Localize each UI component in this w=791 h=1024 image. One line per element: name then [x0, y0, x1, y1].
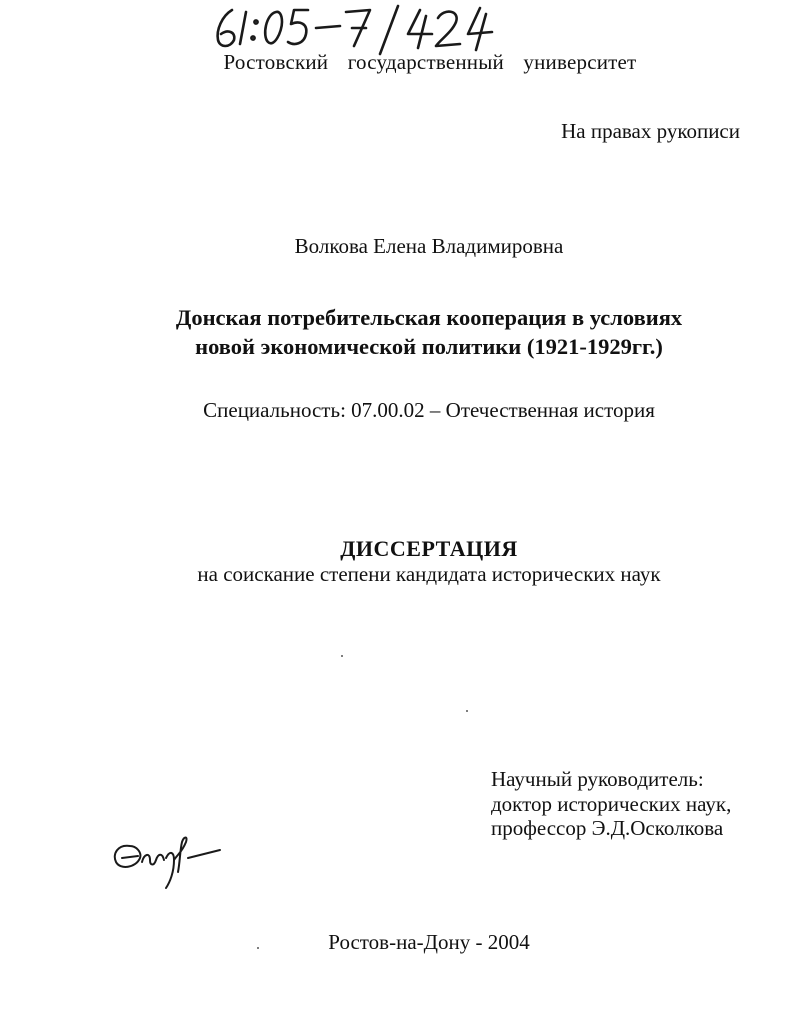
supervisor-degree: доктор исторических наук,	[491, 791, 732, 816]
specialty: Специальность: 07.00.02 – Отечественная история	[203, 398, 655, 422]
university-name: Ростовский государственный университет	[223, 50, 637, 74]
scan-speck	[341, 655, 343, 657]
supervisor-name: профессор Э.Д.Осколкова	[491, 816, 724, 840]
supervisor-heading: Научный руководитель:	[491, 767, 704, 791]
author-name: Волкова Елена Владимировна	[294, 234, 564, 258]
scan-speck	[257, 947, 259, 949]
dissertation-title	[0, 303, 791, 361]
title-line-1: Донская потребительская кооперация в условиях	[175, 305, 683, 330]
city-and-year: Ростов-на-Дону - 2004	[328, 930, 530, 954]
document-type-heading: ДИССЕРТАЦИЯ	[340, 536, 518, 561]
scan-speck	[466, 710, 468, 712]
title-line-2: новой экономической политики (1921-1929гг.)	[195, 334, 663, 359]
manuscript-rights-note: На правах рукописи	[561, 119, 740, 143]
supervisor-block	[491, 767, 731, 841]
degree-line: на соискание степени кандидата исторических наук	[197, 562, 661, 586]
handwritten-signature	[108, 832, 228, 892]
